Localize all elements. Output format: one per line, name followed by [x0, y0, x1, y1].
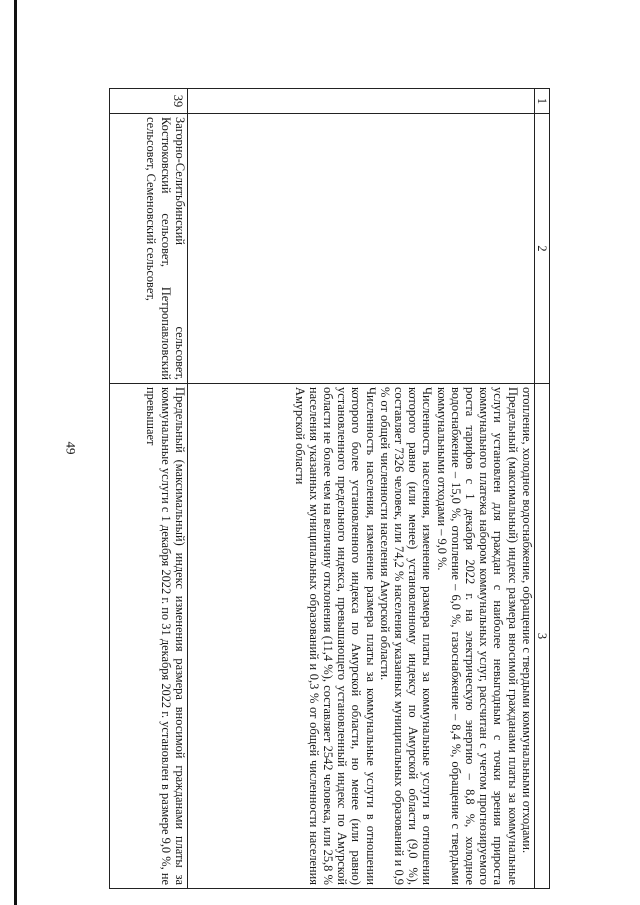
municipality-cell: Загорно-Селитьбинский сельсовет, Костюковский сельсовет, Петропавловский сельсовет, Семеновский сельсовет,	[109, 114, 187, 384]
paragraph-index: Предельный (максимальный) индекс размера вносимой гражданами платы за коммунальные услуги установлен для граждан с наиболее невыгодным с точки зрения прироста коммунального платежа набором коммунальных услуг, рассчитан с учетом прогнозируемого роста тарифов с 1 декабря 2022 г. на электрическую энергию – 8,8 %, холодное водоснабжение – 15,0 %, отопление – 6,0 %, газоснабжение – 8,4 %, обращение с твердыми коммунальными отходами – 9,0 %.	[434, 387, 520, 885]
header-col-1: 1	[534, 89, 549, 114]
rotated-page-content	[110, 88, 550, 888]
row-number	[187, 89, 534, 114]
table-row-39	[109, 89, 187, 889]
header-col-2: 2	[534, 114, 549, 384]
header-col-3: 3	[534, 384, 549, 889]
page-edge-line	[14, 0, 17, 905]
table-header-row	[534, 89, 549, 889]
data-table	[109, 88, 550, 889]
page-number: 49	[63, 441, 79, 455]
description-cell	[187, 384, 534, 889]
municipality-cell	[187, 114, 534, 384]
paragraph-population-above: Численность населения, изменение размера платы за коммунальные услуги в отношении которого более установленного индекса по Амурской области, но менее (или равно) установленного предельного индекса, превышающего установленный индекс по Амурской области не более чем на величину отклонения (11,4 %), составляет 2542 человека, или 25,8 % населения указанных муниципальных образований и 0,3 % от общей численности населения Амурской области	[292, 387, 378, 885]
paragraph-services: отопление, холодное водоснабжение, обращение с твердыми коммунальными отходами.	[519, 387, 534, 854]
description-cell: Предельный (максимальный) индекс изменения размера вносимой гражданами платы за коммунальные услуги с 1 декабря 2022 г. по 31 декабря 2022 г. установлен в размере 9,0 %, не превышает	[109, 384, 187, 889]
table-row-continued	[187, 89, 534, 889]
row-number: 39	[109, 89, 187, 114]
paragraph-population-equal: Численность населения, изменение размера платы за коммунальные услуги в отношении которого равно (или менее) установленному индексу по Амурской области (9,0 %), составляет 7326 человек, или 74,2 % населения указанных муниципальных образований и 0,9 % от общей численности населения Амурской области.	[377, 387, 435, 885]
